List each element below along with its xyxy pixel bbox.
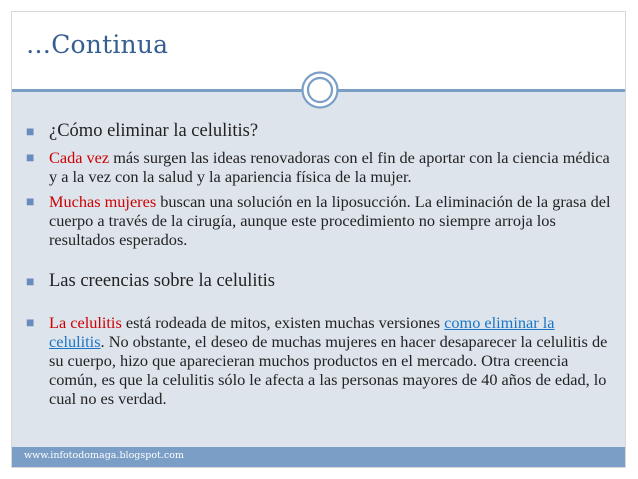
slide [11,11,626,468]
bullet-list [26,120,613,414]
slide-title: …Continua [26,30,169,59]
highlight-text: Cada vez [49,148,110,167]
body-text: está rodeada de mitos, existen muchas versiones [121,313,445,332]
list-item [26,313,613,408]
highlight-text: Muchas mujeres [49,192,157,211]
square-bullet-icon: ■ [26,275,35,290]
list-item-heading-1 [26,120,613,142]
body-text: buscan una solución en la liposucción. La eliminación de la grasa del cuerpo a través de la cirugía, aunque este procedimiento no siempre arroja los resultados esperados. [49,192,611,249]
footer-bar [12,447,625,467]
list-item [26,192,613,249]
heading-text: Las creencias sobre la celulitis [49,271,276,291]
content-area [12,92,625,447]
list-item [26,148,613,186]
footer-url: www.infotodomaga.blogspot.com [24,450,184,461]
celulitis-link[interactable]: como eliminar la celulitis [49,313,555,351]
square-bullet-icon: ■ [26,195,35,210]
heading-text: ¿Cómo eliminar la celulitis? [49,121,259,141]
square-bullet-icon: ■ [26,125,35,140]
highlight-text: La celulitis [49,313,122,332]
double-circle-ornament-icon [301,71,339,109]
body-text: . No obstante, el deseo de muchas mujeres en hacer desaparecer la celulitis de su cuerpo, hizo que aparecieran muchos productos en el mercado. Otra creencia común, es que la celulitis sólo le afecta a las personas mayores de 40 años de edad, lo cual no es verdad. [49,332,608,408]
body-text: más surgen las ideas renovadoras con el fin de aportar con la ciencia médica y a la vez con la salud y la apariencia física de la mujer. [49,148,610,186]
list-item-heading-2 [26,270,613,292]
square-bullet-icon: ■ [26,316,35,331]
square-bullet-icon: ■ [26,151,35,166]
